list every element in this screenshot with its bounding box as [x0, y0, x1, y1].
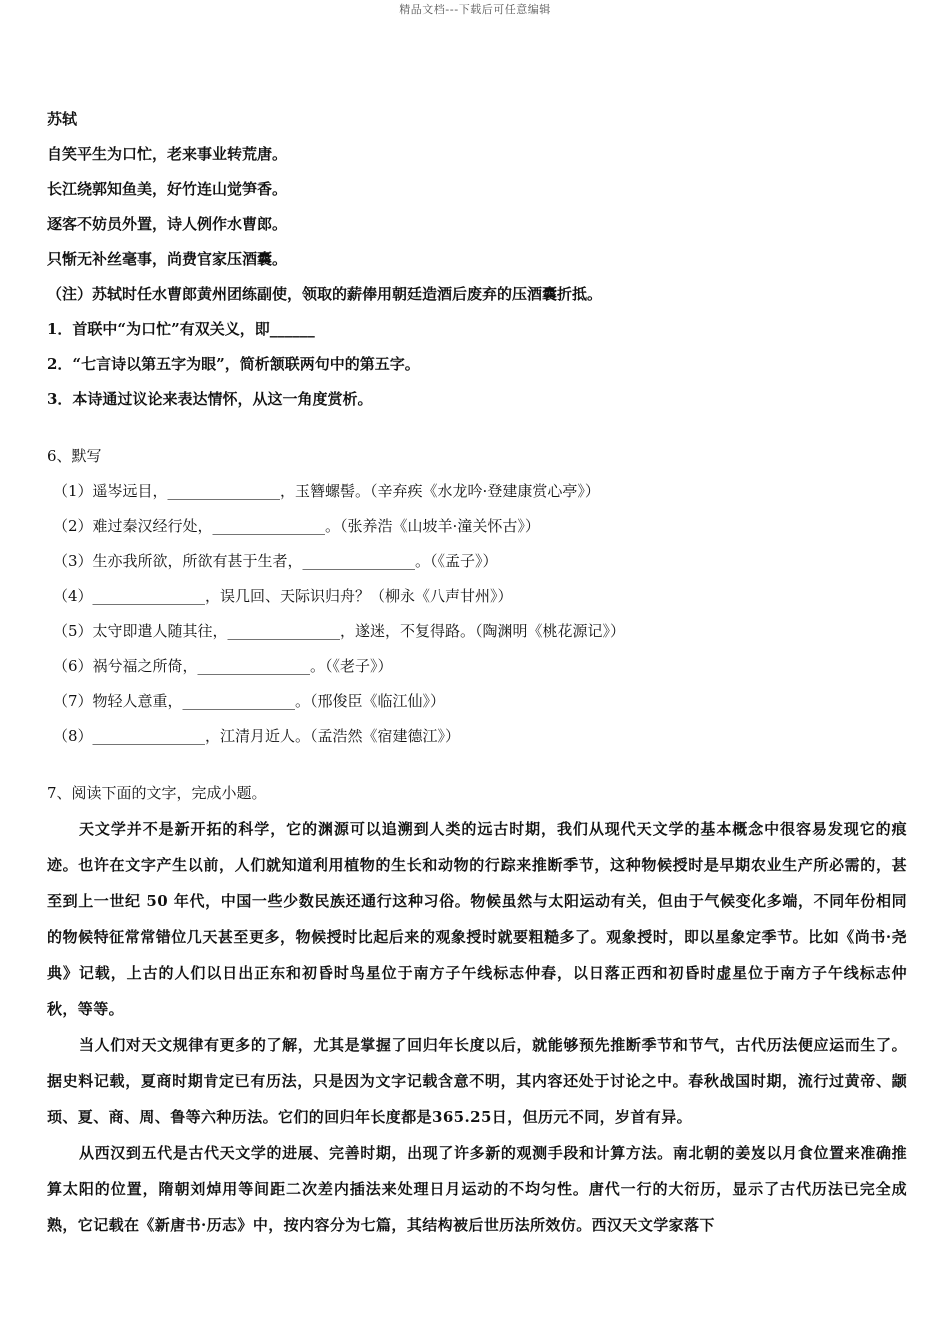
- dictation-item: （5）太守即遣人随其往，_______________，遂迷，不复得路。（陶渊明《桃花源记》）: [53, 622, 626, 640]
- dictation-item: （2）难过秦汉经行处，_______________。（张养浩《山坡羊·潼关怀古》）: [53, 517, 540, 535]
- dictation-section: [47, 439, 907, 754]
- dictation-item: （8）_______________，江清月近人。（孟浩然《宿建德江》）: [53, 727, 461, 745]
- poem-note: （注）苏轼时任水曹郎黄州团练副使，领取的薪俸用朝廷造酒后废弃的压酒囊折抵。: [47, 285, 603, 303]
- dictation-item: （1）遥岑远目，_______________，玉簪螺髻。（辛弃疾《水龙吟·登建康赏心亭》）: [53, 482, 600, 500]
- poem-line: 自笑平生为口忙，老来事业转荒唐。: [47, 145, 288, 163]
- poem-line: 逐客不妨员外置，诗人例作水曹郎。: [47, 215, 288, 233]
- poem-line: 只惭无补丝毫事，尚费官家压酒囊。: [47, 250, 288, 268]
- poem-line: 长江绕郭知鱼美，好竹连山觉笋香。: [47, 180, 288, 198]
- poem-author: 苏轼: [47, 110, 78, 128]
- reading-paragraph: 从西汉到五代是古代天文学的进展、完善时期，出现了许多新的观测手段和计算方法。南北朝的姜岌以月食位置来准确推算太阳的位置，隋朝刘焯用等间距二次差内插法来处理日月运动的不均匀性。唐代一行的大衍历，显示了古代历法已完全成熟，它记载在《新唐书·历志》中，按内容分为七篇，其结构被后世历法所效仿。西汉天文学家落下: [47, 1144, 907, 1234]
- dictation-item: （3）生亦我所欲，所欲有甚于生者，_______________。（《孟子》）: [53, 552, 498, 570]
- dictation-item: （7）物轻人意重，_______________。（邢俊臣《临江仙》）: [53, 692, 446, 710]
- section-heading: 6、默写: [47, 447, 102, 465]
- poem-section: [47, 102, 907, 417]
- question-item: 3．本诗通过议论来表达情怀，从这一角度赏析。: [47, 390, 373, 408]
- reading-paragraph: 当人们对天文规律有更多的了解，尤其是掌握了回归年长度以后，就能够预先推断季节和节气，古代历法便应运而生了。据史料记载，夏商时期肯定已有历法，只是因为文字记载含意不明，其内容还处于讨论之中。春秋战国时期，流行过黄帝、颛顼、夏、商、周、鲁等六种历法。它们的回归年长度都是365.25日，但历元不同，岁首有异。: [47, 1036, 907, 1126]
- dictation-item: （4）_______________，误几回、天际识归舟？（柳永《八声甘州》）: [53, 587, 513, 605]
- question-item: 2．“七言诗以第五字为眼”，简析颔联两句中的第五字。: [47, 355, 420, 373]
- question-item: 1．首联中“为口忙”有双关义，即______: [47, 320, 315, 338]
- section-heading: 7、阅读下面的文字，完成小题。: [47, 784, 267, 802]
- dictation-item: （6）祸兮福之所倚，_______________。（《老子》）: [53, 657, 393, 675]
- document-body: [47, 102, 907, 1243]
- reading-paragraph: 天文学并不是新开拓的科学，它的渊源可以追溯到人类的远古时期，我们从现代天文学的基本概念中很容易发现它的痕迹。也许在文字产生以前，人们就知道利用植物的生长和动物的行踪来推断季节，这种物候授时是早期农业生产所必需的，甚至到上一世纪 50 年代，中国一些少数民族还通行这种习俗。物候虽然与太阳运动有关，但由于气候变化多端，不同年份相同的物候特征常常错位几天甚至更多，物候授时比起后来的观象授时就要粗糙多了。观象授时，即以星象定季节。比如《尚书·尧典》记载，上古的人们以日出正东和初昏时鸟星位于南方子午线标志仲春，以日落正西和初昏时虚星位于南方子午线标志仲秋，等等。: [47, 820, 907, 1018]
- page-header: 精品文档---下载后可任意编辑: [399, 3, 551, 16]
- reading-section: [47, 776, 907, 1243]
